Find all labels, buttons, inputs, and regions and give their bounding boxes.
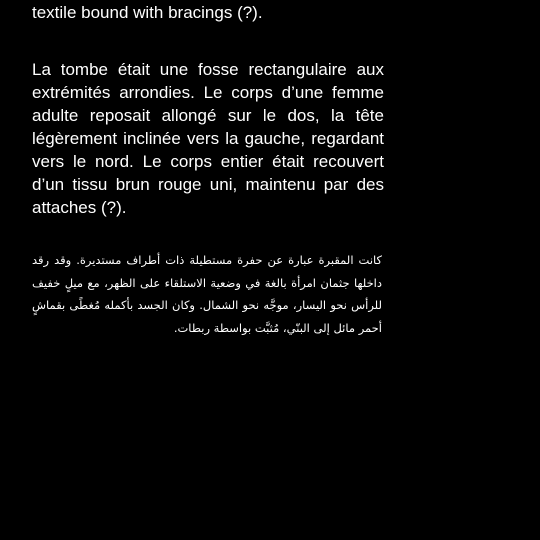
arabic-paragraph: كانت المقبرة عبارة عن حفرة مستطيلة ذات أطراف مستديرة. وقد رقد داخلها جثمان امرأة بالغة في وضعية الاستلقاء على الظهر، مع ميلٍ خفيف للرأس نحو اليسار، موجَّه نحو الشمال. وكان الجسد بأكمله مُغطًى بقماشٍ أحمر مائل إلى البنّي، مُثبَّت بواسطة ربطات. — [32, 253, 382, 335]
english-text-fragment: textile bound with bracings (?). — [32, 3, 263, 22]
french-paragraph: La tombe était une fosse rectangulaire aux extrémités arrondies. Le corps d’une femme adulte reposait allongé sur le dos, la tête légèrement inclinée vers la gauche, regardant vers le nord. Le corps entier était recouvert d’un tissu brun rouge uni, maintenu par des attaches (?). — [32, 60, 384, 217]
